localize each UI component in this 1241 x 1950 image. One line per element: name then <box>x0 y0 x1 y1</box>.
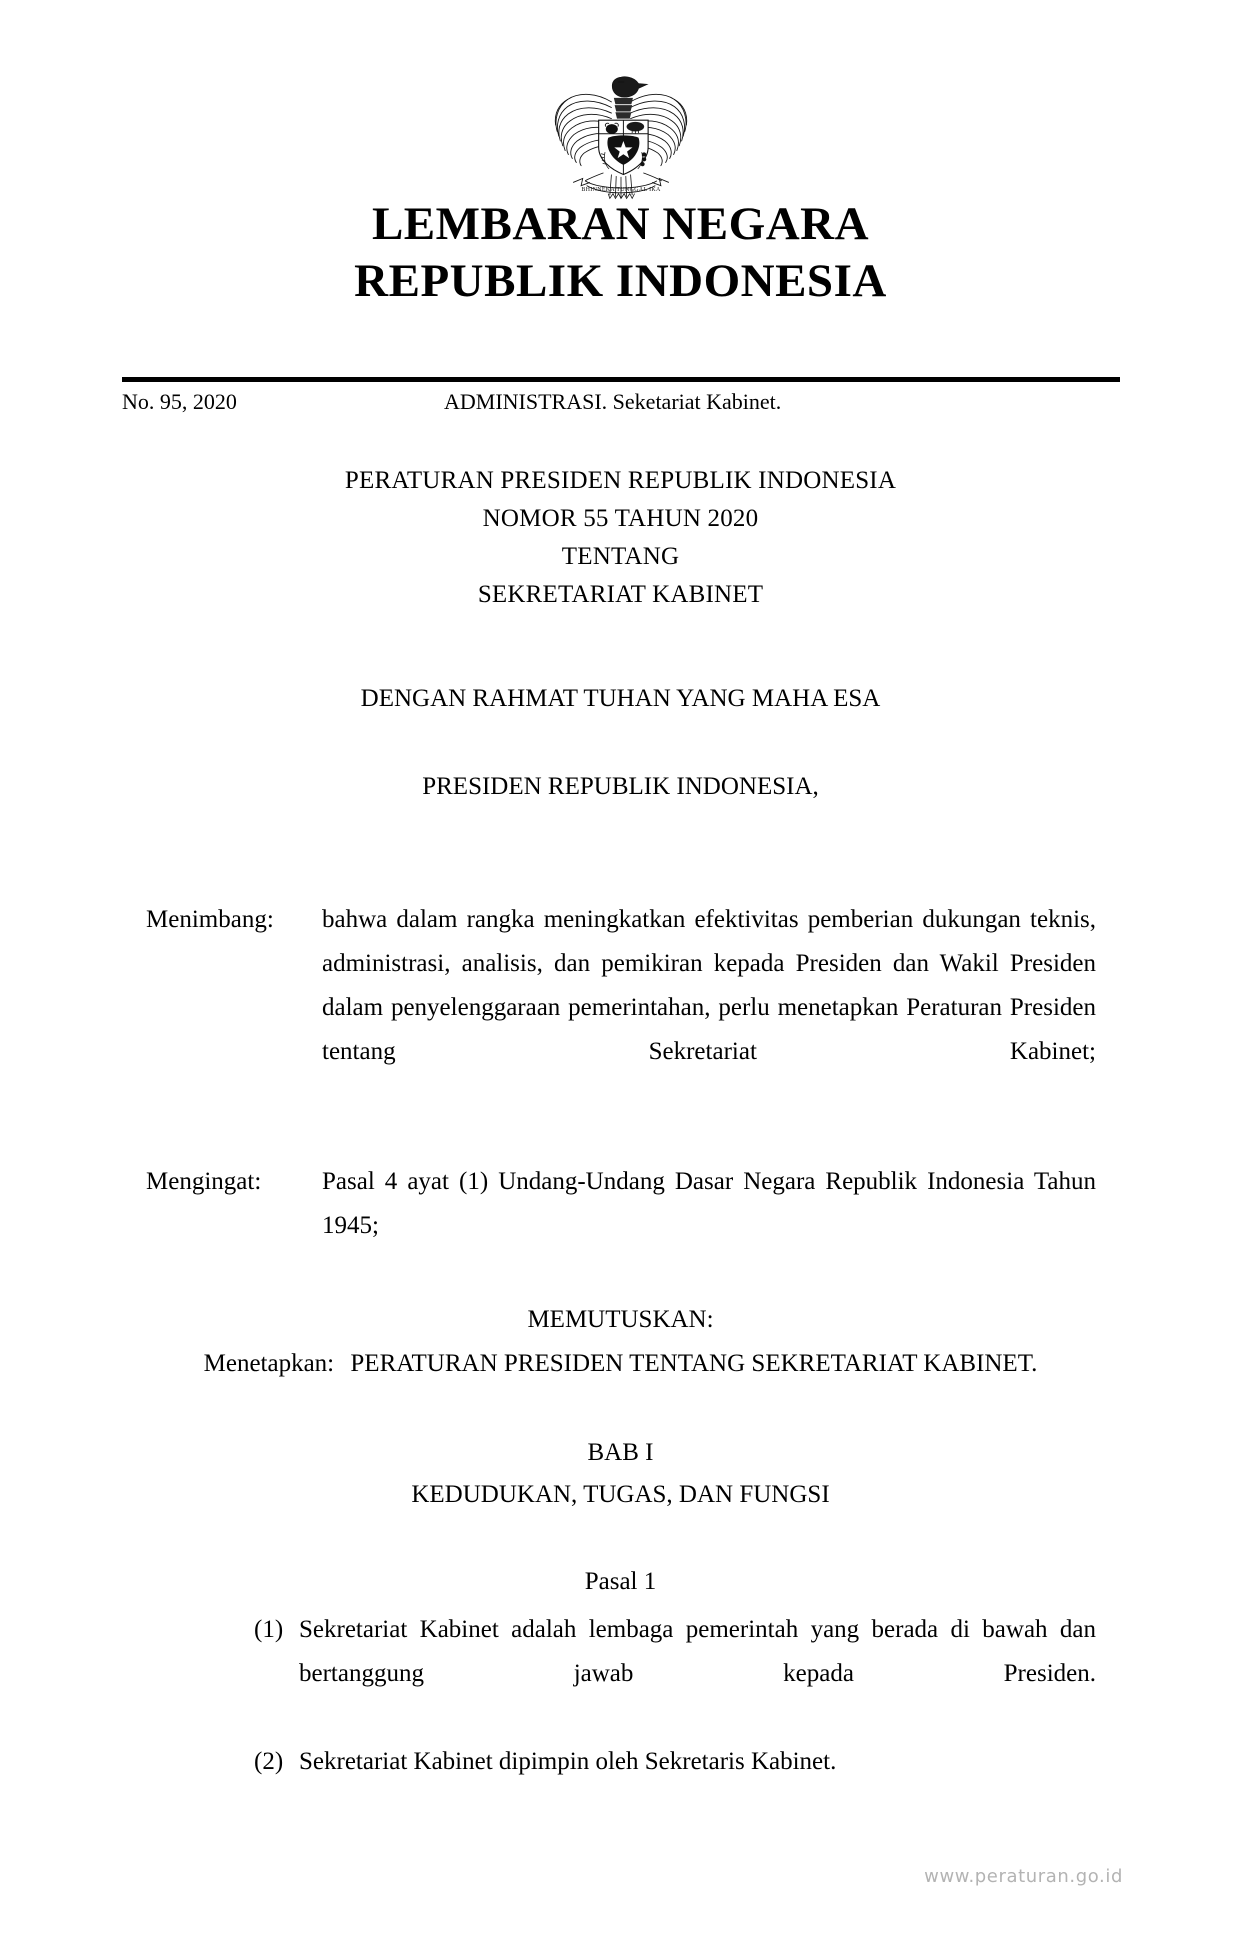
article-items <box>254 1608 1096 1784</box>
masthead-line-1: LEMBARAN NEGARA <box>371 198 870 250</box>
regulation-tentang-label: TENTANG <box>561 543 680 570</box>
chapter-number: BAB I <box>587 1439 654 1466</box>
masthead <box>0 196 1241 310</box>
menetapkan-label: Menetapkan: <box>203 1350 335 1377</box>
menetapkan-row <box>0 1344 1241 1384</box>
masthead-divider <box>122 377 1120 382</box>
president-line: PRESIDEN REPUBLIK INDONESIA, <box>422 773 819 800</box>
article-item-text: Sekretariat Kabinet dipimpin oleh Sekretaris Kabinet. <box>299 1748 837 1775</box>
regulation-number: NOMOR 55 TAHUN 2020 <box>482 505 759 532</box>
invocation-line: DENGAN RAHMAT TUHAN YANG MAHA ESA <box>360 685 881 712</box>
article-item <box>254 1608 1096 1740</box>
menetapkan-text: PERATURAN PRESIDEN TENTANG SEKRETARIAT KABINET. <box>350 1350 1038 1377</box>
clause-menimbang <box>146 898 1096 1118</box>
gazette-number: No. 95, 2020 <box>122 389 237 414</box>
chapter-title: KEDUDUKAN, TUGAS, DAN FUNGSI <box>411 1481 830 1508</box>
emblem-motto-text: BHINNEKA TUNGGAL IKA <box>580 187 661 194</box>
footer-watermark: www.peraturan.go.id <box>924 1866 1123 1887</box>
article-item-text: Sekretariat Kabinet adalah lembaga pemerintah yang berada di bawah dan bertanggung jawab kepada Presiden. <box>299 1616 1096 1687</box>
regulation-subject: SEKRETARIAT KABINET <box>477 581 764 608</box>
national-emblem-container <box>0 58 1241 200</box>
clause-mengingat <box>146 1160 1096 1292</box>
memutuskan-heading: MEMUTUSKAN: <box>527 1306 714 1333</box>
article-heading: Pasal 1 <box>584 1568 657 1595</box>
article-item <box>254 1740 1096 1784</box>
clause-menimbang-label: Menimbang: <box>146 906 274 933</box>
masthead-line-2: REPUBLIK INDONESIA <box>354 255 887 307</box>
garuda-pancasila-icon <box>541 58 701 200</box>
chapter-block <box>0 1432 1241 1516</box>
regulation-title-block <box>0 462 1241 614</box>
clause-mengingat-text: Pasal 4 ayat (1) Undang-Undang Dasar Negara Republik Indonesia Tahun 1945; <box>322 1168 1096 1239</box>
clause-menimbang-text: bahwa dalam rangka meningkatkan efektivitas pemberian dukungan teknis, administrasi, analisis, dan pemikiran kepada Presiden dan Wakil Presiden dalam penyelenggaraan pemerintahan, perlu menetapkan Peraturan Presiden tentang Sekretariat Kabinet; <box>322 906 1096 1065</box>
clause-mengingat-label: Mengingat: <box>146 1168 262 1195</box>
regulation-title-line-1: PERATURAN PRESIDEN REPUBLIK INDONESIA <box>344 467 897 494</box>
gazette-subject: ADMINISTRASI. Seketariat Kabinet. <box>444 389 782 414</box>
article-item-number: (1) <box>254 1616 284 1643</box>
article-item-number: (2) <box>254 1748 284 1775</box>
